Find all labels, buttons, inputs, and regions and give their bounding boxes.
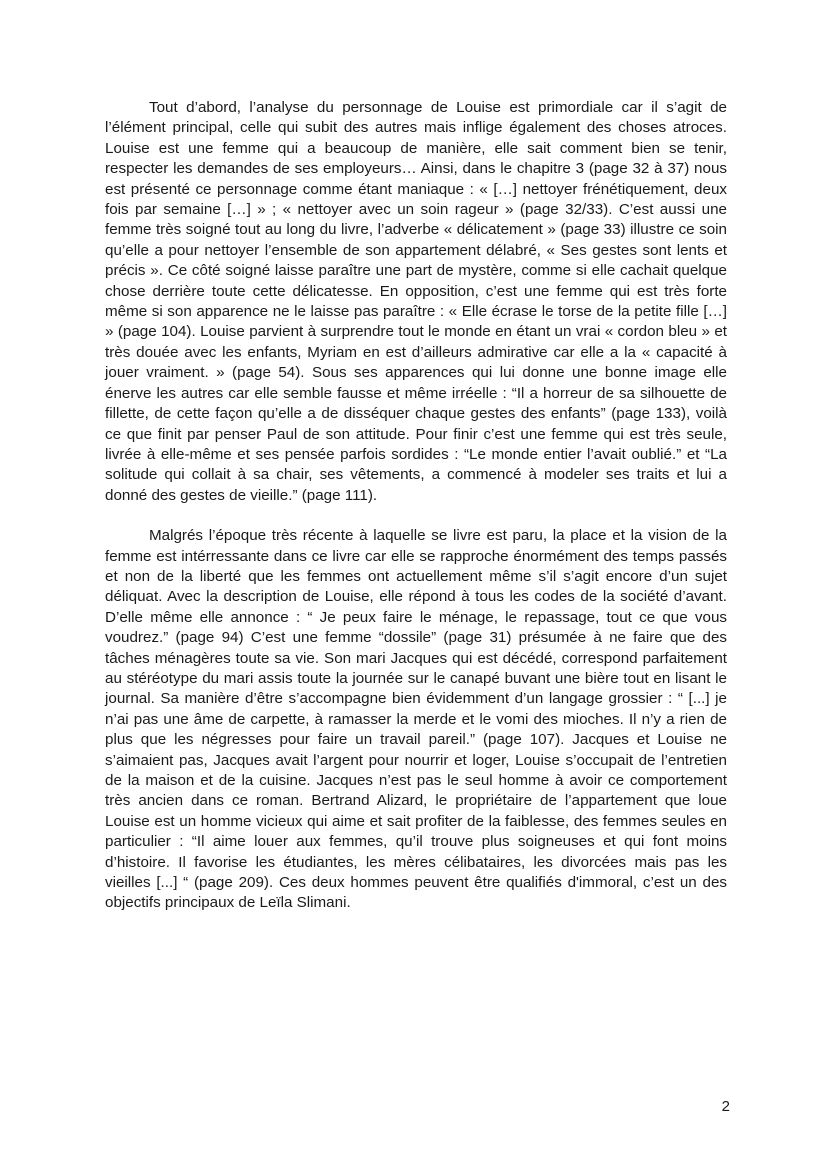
page-number: 2 bbox=[721, 1098, 730, 1115]
paragraph-louise-character: Tout d’abord, l’analyse du personnage de Louise est primordiale car il s’agit de l’élément principal, celle qui subit des autres mais inflige également des choses atroces. Louise est une femme qui a beaucoup de manière, elle sait comment bien se tenir, respecter les demandes de ses employeurs… Ainsi, dans le chapitre 3 (page 32 à 37) nous est présenté ce personnage comme étant maniaque : « […] nettoyer frénétiquement, deux fois par semaine […] » ; « nettoyer avec un soin rageur » (page 32/33). C’est aussi une femme très soigné tout au long du livre, l’adverbe « délicatement » (page 33) illustre ce soin qu’elle a pour nettoyer l’ensemble de son appartement délabré, « Ses gestes sont lents et précis ». Ce côté soigné laisse paraître une part de mystère, comme si elle cachait quelque chose derrière toute cette délicatesse. En opposition, c’est une femme qui est très forte même si son apparence ne le laisse pas paraître : « Elle écrase le torse de la petite fille […] » (page 104). Louise parvient à surprendre tout le monde en étant un vrai « cordon bleu » et très douée avec les enfants, Myriam en est d’ailleurs admirative car elle a la « capacité à jouer vraiment. » (page 54). Sous ses apparences qui lui donne une bonne image elle énerve les autres car elle semble fausse et même irréelle : “Il a horreur de sa silhouette de fillette, de cette façon qu’elle a de disséquer chaque gestes des enfants” (page 133), voilà ce que finit par penser Paul de son attitude. Pour finir c’est une femme qui est très seule, livrée à elle-même et ses pensée parfois sordides : “Le monde entier l’avait oublié.” et “La solitude qui collait à sa chair, ses vêtements, a commencé à modeler ses traits et lui a donné des gestes de vieille.” (page 111). bbox=[105, 99, 727, 504]
document-page bbox=[105, 98, 727, 914]
paragraph-place-of-women: Malgrés l’époque très récente à laquelle se livre est paru, la place et la vision de la femme est intérressante dans ce livre car elle se rapproche énormément des temps passés et non de la liberté que les femmes ont actuellement même s’il s’agit encore d’un sujet déliquat. Avec la description de Louise, elle répond à tous les codes de la société d’avant. D’elle même elle annonce : “ Je peux faire le ménage, le repassage, tout ce que vous voudrez.” (page 94) C’est une femme “dossile” (page 31) présumée à ne faire que des tâches ménagères toute sa vie. Son mari Jacques qui est décédé, correspond parfaitement au stéréotype du mari assis toute la journée sur le canapé buvant une bière tout en lisant le journal. Sa manière d’être s’accompagne bien évidemment d’un langage grossier : “ [...] je n’ai pas une âme de carpette, à ramasser la merde et le vomi des mioches. Il n’y a rien de plus que les négresses pour faire un travail pareil.” (page 107). Jacques et Louise ne s’aimaient pas, Jacques avait l’argent pour nourrir et loger, Louise s’occupait de l’entretien de la maison et de la cuisine. Jacques n’est pas le seul homme à avoir ce comportement très ancien dans ce roman. Bertrand Alizard, le propriétaire de l’appartement que loue Louise est un homme vicieux qui aime et sait profiter de la faiblesse, des femmes seules en particulier : “Il aime louer aux femmes, qu’il trouve plus soigneuses et qui font moins d’histoire. Il favorise les étudiantes, les mères célibataires, les divorcées mais pas les vieilles [...] “ (page 209). Ces deux hommes peuvent être qualifiés d'immoral, c’est un des objectifs principaux de Leïla Slimani. bbox=[105, 527, 727, 912]
